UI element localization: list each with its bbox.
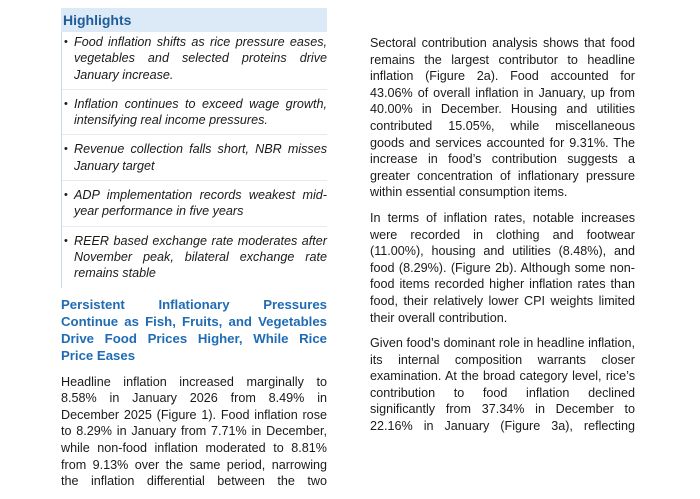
highlight-item: • Inflation continues to exceed wage growth, intensifying real income pressures. xyxy=(62,89,327,135)
body-paragraph: In terms of inflation rates, notable increases were recorded in clothing and footwear (11.00%), housing and utilities (8.48%), and food (8.29%). (Figure 2b). Although some non-food items recorded higher inflation rates than food, their relatively lower CPI weights limited their overall contribution. xyxy=(370,210,635,325)
body-paragraph: Sectoral contribution analysis shows that food remains the largest contributor to headline inflation (Figure 2a). Food accounted for 43.06% of overall inflation in January, up from 40.00% in December. Housing and utilities contributed 15.05%, while miscellaneous goods and services accounted for 9.31%. The increase in food’s contribution suggests a greater concentration of inflationary pressure within essential consumption items. xyxy=(370,36,635,200)
highlights-list xyxy=(61,32,327,288)
body-paragraph: Headline inflation increased marginally to 8.58% in January 2026 from 8.49% in December 2025 (Figure 1). Food inflation rose to 8.29% in January from 7.71% in December, while non-food inflation moderated to 8.81% from 9.13% over the same period, narrowing the inflation differential between the two xyxy=(61,374,327,489)
highlight-item: • Revenue collection falls short, NBR misses January target xyxy=(62,134,327,180)
section-heading: Persistent Inflationary Pressures Continue as Fish, Fruits, and Vegetables Drive Food Prices Higher, While Rice Price Eases xyxy=(61,296,327,363)
highlights-title: Highlights xyxy=(61,8,327,32)
left-column xyxy=(61,8,327,499)
highlight-item: • Food inflation shifts as rice pressure eases, vegetables and selected proteins drive January increase. xyxy=(62,32,327,89)
highlight-item: • REER based exchange rate moderates after November peak, bilateral exchange rate remains stable xyxy=(62,226,327,288)
body-paragraph: Given food’s dominant role in headline inflation, its internal composition warrants closer examination. At the broad category level, rice’s contribution to food inflation declined significantly from 37.34% in December to 22.16% in January (Figure 3a), reflecting xyxy=(370,336,635,434)
highlight-item: • ADP implementation records weakest mid-year performance in five years xyxy=(62,180,327,226)
right-column xyxy=(370,35,635,444)
